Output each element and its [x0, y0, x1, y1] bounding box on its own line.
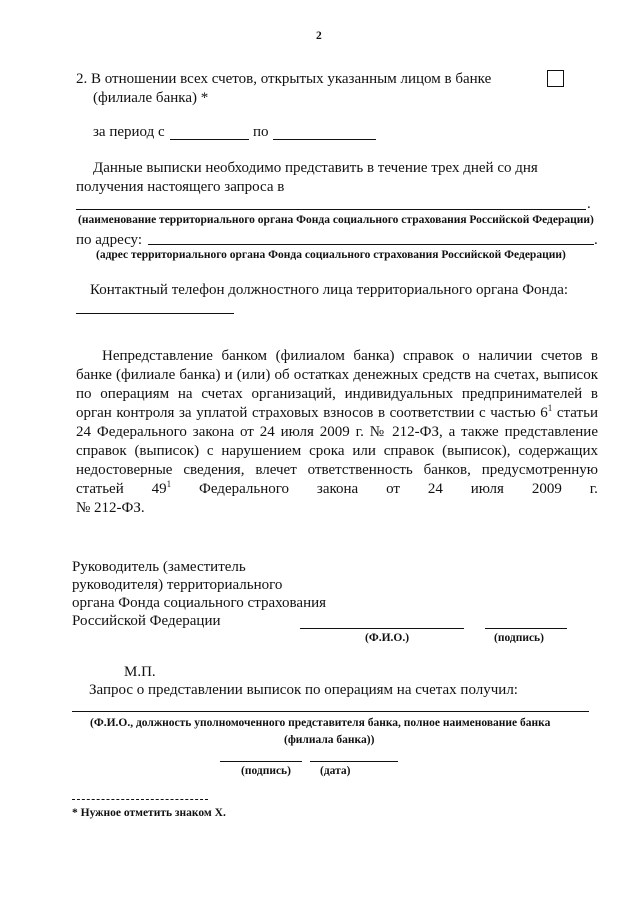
- signatory-signature-caption: (подпись): [494, 632, 544, 644]
- period-to-label: по: [253, 124, 269, 140]
- signatory-signature-field[interactable]: [485, 628, 567, 629]
- bank-representative-caption1: (Ф.И.О., должность уполномоченного представителя банка, полное наименование банка: [90, 717, 551, 729]
- receipt-signature-caption: (подпись): [241, 765, 291, 777]
- liability-line: орган контроля за уплатой страховых взносов в соответствии с частью $6^1$ статьи: [76, 403, 598, 421]
- period-from-field[interactable]: [170, 139, 249, 140]
- territorial-organ-caption: (наименование территориального органа Фонда социального страхования Российской Федерации): [78, 214, 594, 226]
- signatory-line3: органа Фонда социального страхования: [72, 595, 327, 611]
- liability-paragraph: [76, 347, 598, 518]
- stamp-label: М.П.: [124, 664, 156, 680]
- period-to-field[interactable]: [273, 139, 376, 140]
- period-from-label: за период с: [93, 124, 165, 140]
- signatory-line4: Российской Федерации: [72, 613, 221, 629]
- signatory-line1: Руководитель (заместитель: [72, 559, 246, 575]
- bank-representative-field[interactable]: [72, 711, 589, 712]
- contact-phone-field[interactable]: [76, 313, 234, 314]
- liability-line: по операциям на счетах организаций, индивидуальных предпринимателей в: [76, 386, 598, 402]
- receipt-signature-field[interactable]: [220, 761, 302, 762]
- footnote-text: * Нужное отметить знаком X.: [72, 807, 226, 819]
- deadline-line1: Данные выписки необходимо представить в течение трех дней со дня: [93, 160, 538, 176]
- address-field[interactable]: [148, 244, 594, 245]
- section2-line2: (филиале банка) *: [93, 90, 209, 106]
- footnote-separator: [72, 799, 208, 800]
- address-dot: .: [594, 232, 598, 248]
- account-checkbox[interactable]: [547, 70, 564, 87]
- section2-line1: 2. В отношении всех счетов, открытых указанным лицом в банке: [76, 71, 492, 87]
- signatory-fio-caption: (Ф.И.О.): [365, 632, 410, 644]
- address-label: по адресу:: [76, 232, 143, 248]
- contact-phone-label: Контактный телефон должностного лица территориального органа Фонда:: [90, 282, 569, 298]
- deadline-line2: получения настоящего запроса в: [76, 179, 285, 195]
- territorial-organ-dot: .: [587, 196, 591, 212]
- liability-line: статьей $49^1$ Федерального закона от 24 июля 2009 г.: [76, 479, 598, 497]
- territorial-organ-field[interactable]: [76, 209, 586, 210]
- liability-line: № 212-ФЗ.: [76, 500, 145, 516]
- signatory-fio-field[interactable]: [300, 628, 464, 629]
- liability-line: справок (выписок) с нарушением срока или справок (выписок), содержащих: [76, 443, 598, 459]
- liability-line: Непредставление банком (филиалом банка) справок о наличии счетов в: [102, 348, 598, 364]
- signatory-line2: руководителя) территориального: [72, 577, 283, 593]
- receipt-date-field[interactable]: [310, 761, 398, 762]
- liability-line: банке (филиале банка) и (или) об остатках денежных средств на счетах, выписок: [76, 367, 598, 383]
- liability-line: 24 Федерального закона от 24 июля 2009 г. № 212-ФЗ, а также представление: [76, 424, 598, 440]
- receipt-text: Запрос о представлении выписок по операциям на счетах получил:: [89, 682, 518, 698]
- liability-line: недостоверные сведения, влечет ответственность банков, предусмотренную: [76, 462, 598, 478]
- receipt-date-caption: (дата): [320, 765, 351, 777]
- address-caption: (адрес территориального органа Фонда социального страхования Российской Федерации): [96, 249, 566, 261]
- bank-representative-caption2: (филиала банка)): [284, 734, 375, 746]
- page-number: 2: [316, 30, 322, 42]
